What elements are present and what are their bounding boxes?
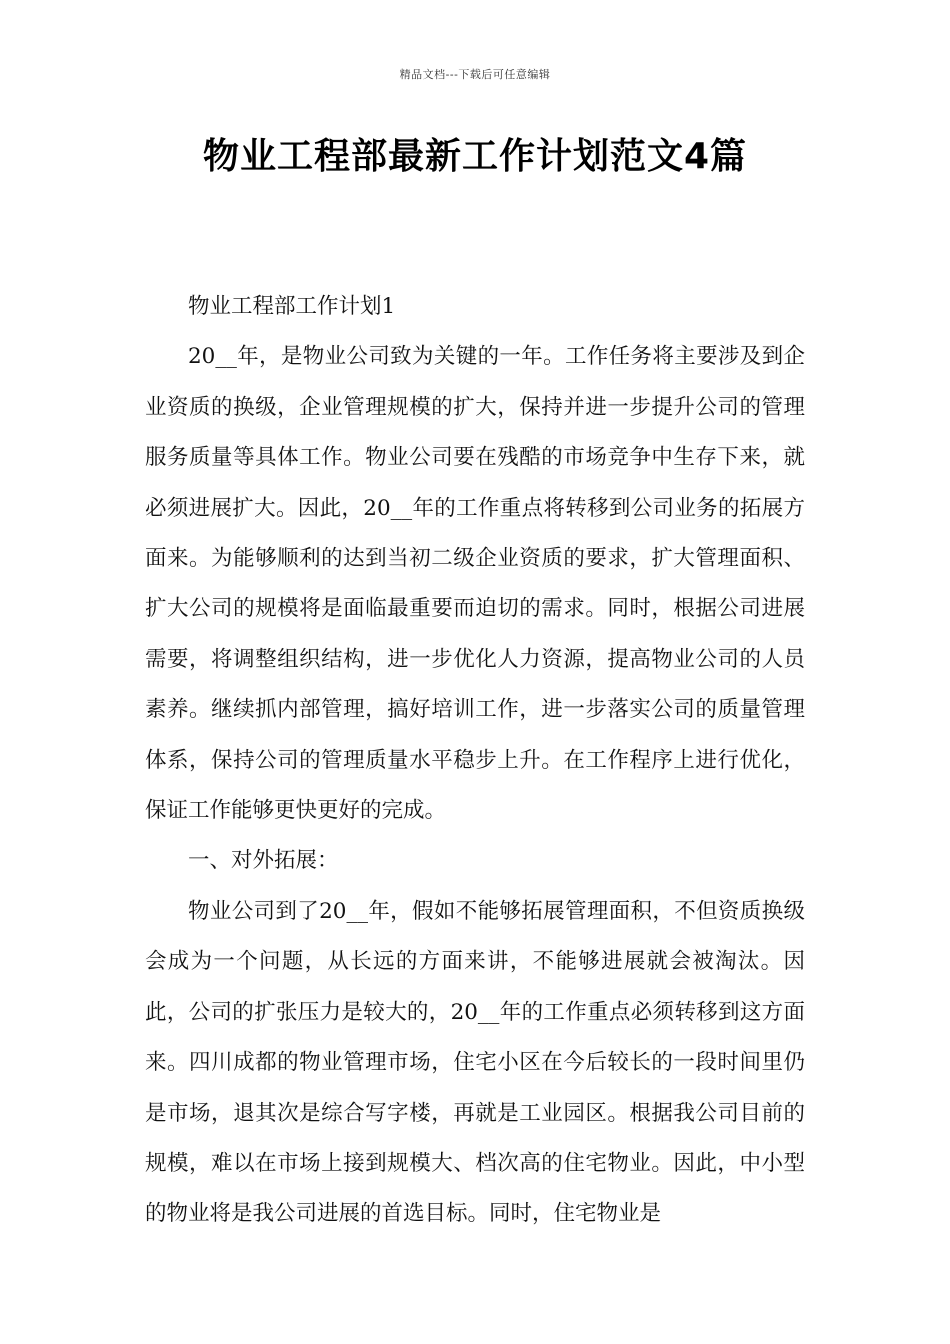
document-title: 物业工程部最新工作计划范文4篇 bbox=[202, 136, 748, 177]
paragraph-intro: 20__年，是物业公司致为关键的一年。工作任务将主要涉及到企业资质的换级，企业管理规模的扩大，保持并进一步提升公司的管理服务质量等具体工作。物业公司要在残酷的市场竞争中生存下来，就必须进展扩大。因此，20__年的工作重点将转移到公司业务的拓展方面来。为能够顺利的达到当初二级企业资质的要求，扩大管理面积、扩大公司的规模将是面临最重要而迫切的需求。同时，根据公司进展需要，将调整组织结构，进一步优化人力资源，提高物业公司的人员素养。继续抓内部管理，搞好培训工作，进一步落实公司的质量管理体系，保持公司的管理质量水平稳步上升。在工作程序上进行优化，保证工作能够更快更好的完成。 bbox=[145, 344, 805, 824]
document-body bbox=[145, 282, 805, 1240]
header-note: 精品文档---下载后可任意编辑 bbox=[399, 68, 551, 81]
section-heading-plan-1: 物业工程部工作计划1 bbox=[188, 294, 396, 319]
section-heading-external-expansion: 一、对外拓展： bbox=[188, 848, 339, 874]
paragraph-expansion: 物业公司到了20__年，假如不能够拓展管理面积，不但资质换级会成为一个问题，从长远的方面来讲，不能够进展就会被淘汰。因此，公司的扩张压力是较大的，20__年的工作重点必须转移到这方面来。四川成都的物业管理市场，住宅小区在今后较长的一段时间里仍是市场，退其次是综合写字楼，再就是工业园区。根据我公司目前的规模，难以在市场上接到规模大、档次高的住宅物业。因此，中小型的物业将是我公司进展的首选目标。同时，住宅物业是 bbox=[145, 898, 805, 1227]
